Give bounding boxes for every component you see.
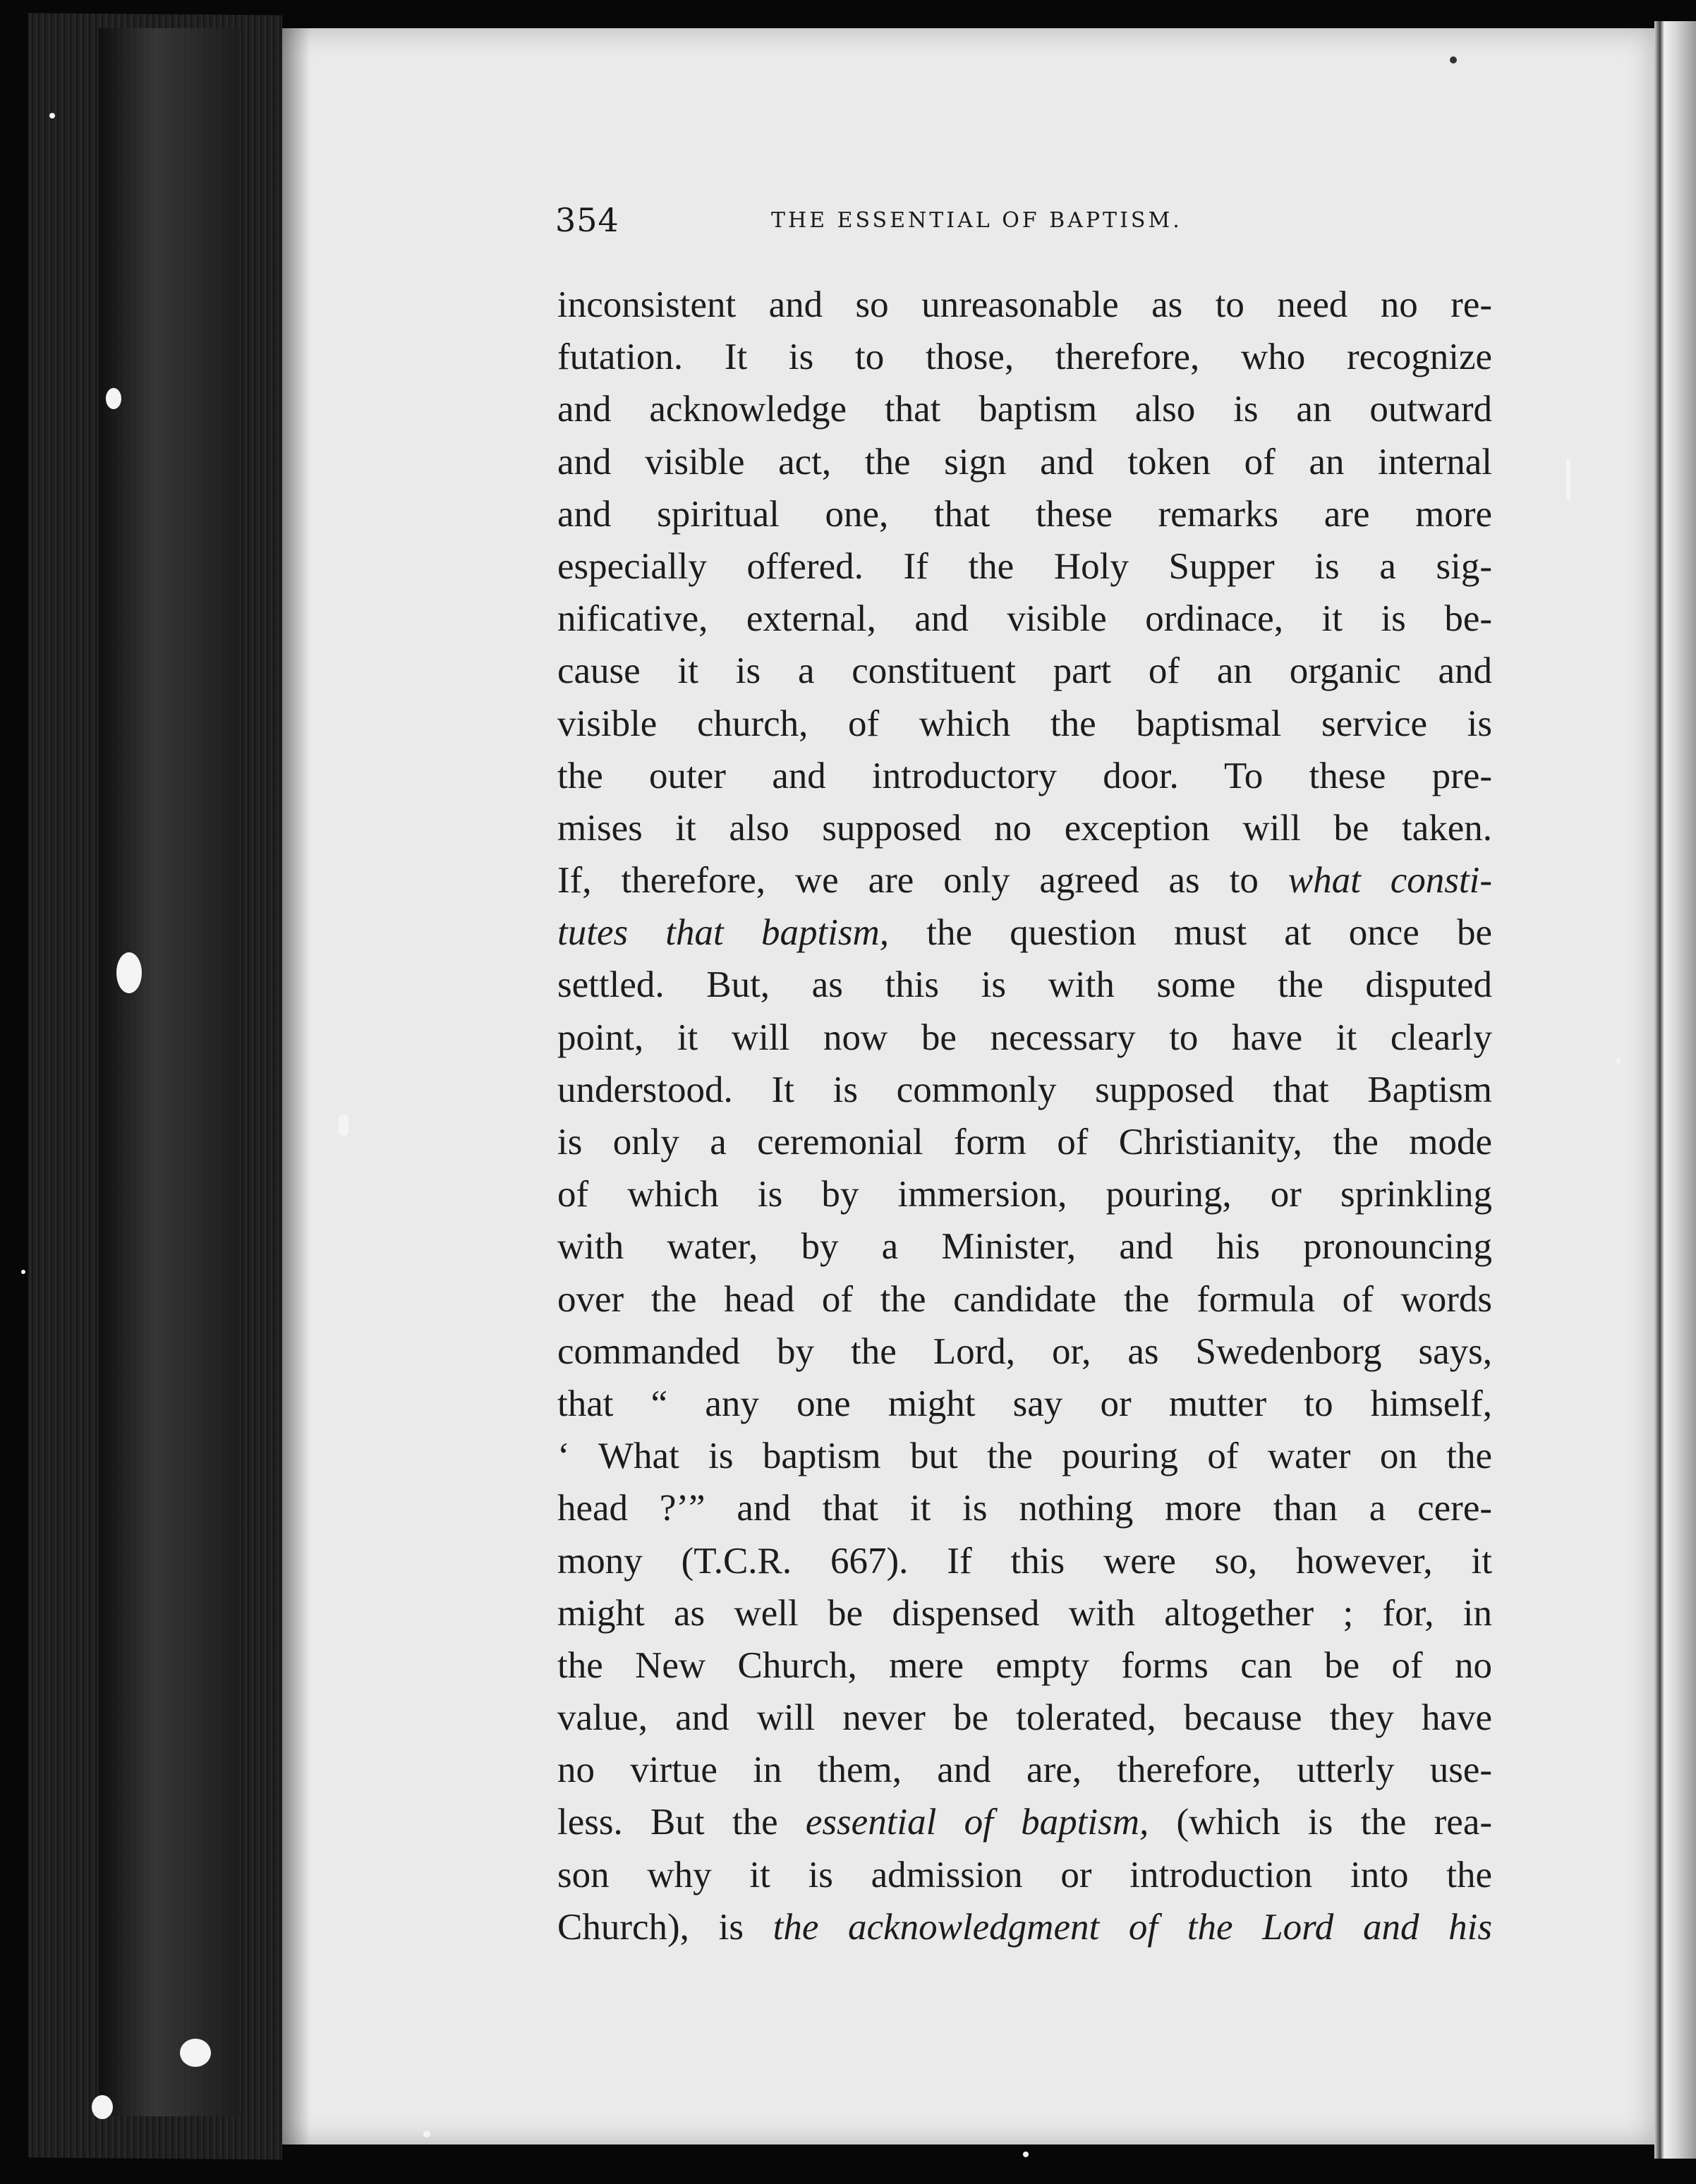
text-line: might as well be dispensed with altogether ; for, in: [557, 1592, 1492, 1634]
body-text: [557, 279, 1492, 1953]
dust-speck: [1616, 1058, 1621, 1064]
text-line: and acknowledge that baptism also is an outward: [557, 389, 1492, 430]
text-line: no virtue in them, and are, therefore, utterly use-: [557, 1749, 1492, 1791]
text-span: If, therefore, we are only agreed as to: [557, 860, 1288, 902]
text-line: [557, 1796, 1492, 1848]
text-line: is only a ceremonial form of Christianity, the mode: [557, 1122, 1492, 1163]
text-line: visible church, of which the baptismal service is: [557, 703, 1492, 744]
dust-speck: [21, 1270, 25, 1274]
text-line: and visible act, the sign and token of an internal: [557, 441, 1492, 483]
italic-span: the acknowledgment of the Lord and his: [773, 1906, 1492, 1948]
dust-speck: [180, 2039, 211, 2067]
text-line: futation. It is to those, therefore, who recognize: [557, 336, 1492, 378]
dust-speck: [1023, 2152, 1029, 2157]
page-number: 354: [555, 201, 619, 239]
text-span: (which is the rea-: [1149, 1802, 1492, 1843]
dust-speck: [92, 2095, 113, 2119]
text-line: that “ any one might say or mutter to himself,: [557, 1383, 1492, 1424]
text-line: the New Church, mere empty forms can be of no: [557, 1644, 1492, 1686]
page-header: [555, 201, 1494, 243]
book-page-stack: [99, 28, 240, 2116]
right-page-edge: [1654, 21, 1696, 2159]
text-line: understood. It is commonly supposed that Baptism: [557, 1069, 1492, 1110]
dust-speck: [339, 1115, 349, 1136]
text-line: nificative, external, and visible ordinace, it is be-: [557, 598, 1492, 640]
text-line: commanded by the Lord, or, as Swedenborg says,: [557, 1330, 1492, 1372]
text-line: settled. But, as this is with some the disputed: [557, 964, 1492, 1006]
text-line: head ?’” and that it is nothing more than a cere-: [557, 1488, 1492, 1529]
text-line: [557, 854, 1492, 906]
text-line: mises it also supposed no exception will be taken.: [557, 807, 1492, 849]
text-span: the question must at once be: [889, 912, 1492, 954]
text-line: point, it will now be necessary to have it clearly: [557, 1017, 1492, 1058]
dust-speck: [116, 952, 142, 993]
dust-speck: [49, 113, 55, 119]
text-line: inconsistent and so unreasonable as to need no re-: [557, 284, 1492, 325]
text-line: ‘ What is baptism but the pouring of water on the: [557, 1436, 1492, 1477]
text-line: mony (T.C.R. 667). If this were so, however, it: [557, 1540, 1492, 1582]
dust-speck: [423, 2130, 430, 2137]
dust-speck: [106, 388, 121, 409]
text-line: [557, 1901, 1492, 1953]
text-span: Church), is: [557, 1906, 773, 1948]
text-line: over the head of the candidate the formula of words: [557, 1278, 1492, 1320]
italic-span: what consti-: [1288, 860, 1492, 902]
text-line: the outer and introductory door. To these pre-: [557, 755, 1492, 796]
text-line: son why it is admission or introduction into the: [557, 1854, 1492, 1895]
italic-span: tutes that baptism,: [557, 912, 890, 954]
dust-speck: [1450, 56, 1457, 63]
dust-speck: [1566, 459, 1570, 501]
text-span: less. But the: [557, 1802, 806, 1843]
text-line: cause it is a constituent part of an organic and: [557, 650, 1492, 692]
italic-span: essential of baptism,: [805, 1802, 1149, 1843]
text-line: especially offered. If the Holy Supper is a sig-: [557, 545, 1492, 587]
running-head: THE ESSENTIAL OF BAPTISM.: [771, 208, 1182, 233]
gutter-shadow: [282, 28, 310, 2144]
text-line: and spiritual one, that these remarks are more: [557, 493, 1492, 535]
text-line: of which is by immersion, pouring, or sprinkling: [557, 1174, 1492, 1215]
text-line: value, and will never be tolerated, because they have: [557, 1697, 1492, 1739]
text-line: [557, 906, 1492, 959]
text-line: with water, by a Minister, and his pronouncing: [557, 1226, 1492, 1268]
